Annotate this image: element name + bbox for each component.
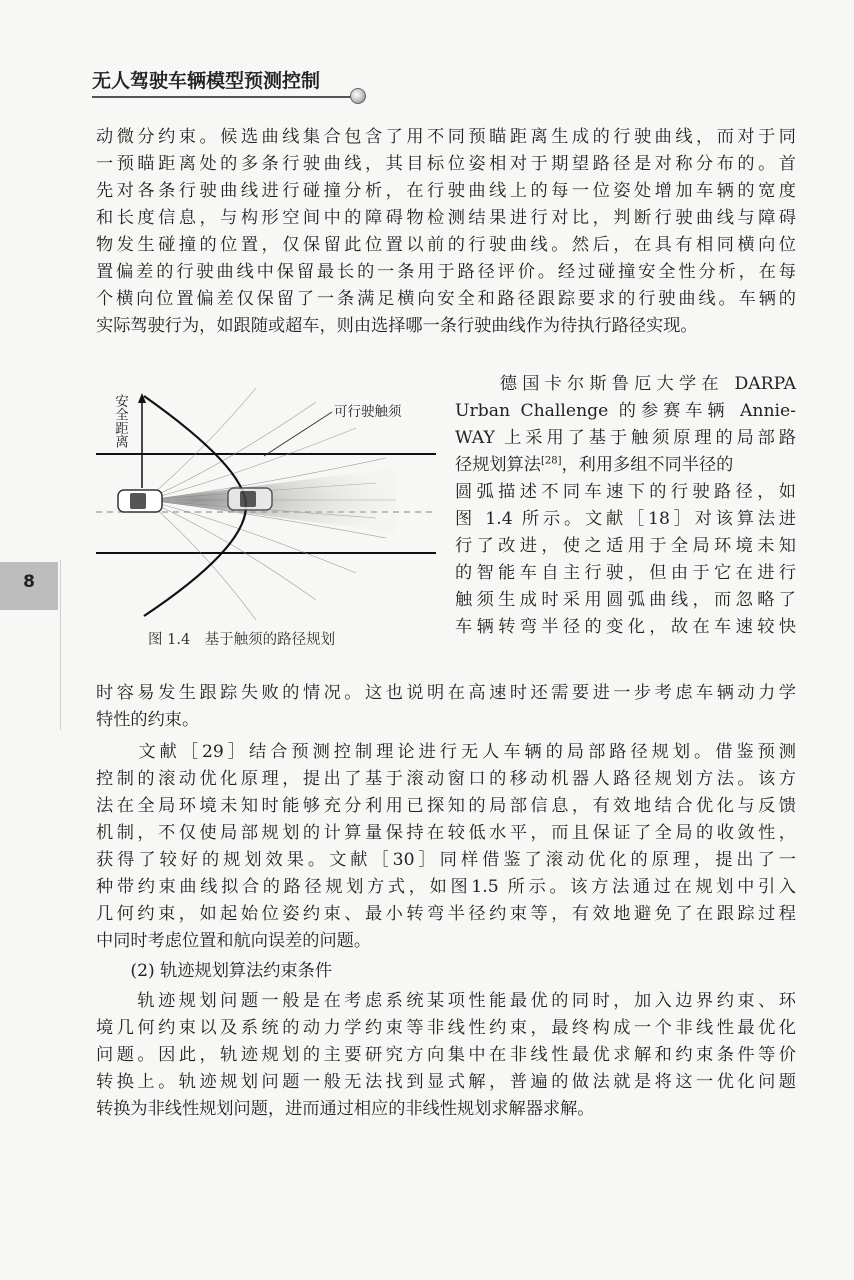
text-line: 文献［29］结合预测控制理论进行无人车辆的局部路径规划。借鉴预测: [96, 742, 796, 762]
label-safety: 安全距离: [112, 394, 128, 448]
figure-tentacle-path-planning: [96, 388, 436, 620]
text-line: 时容易发生跟踪失败的情况。这也说明在高速时还需要进一步考虑车辆动力学: [96, 683, 796, 703]
text-line: 特性的约束。: [96, 710, 200, 730]
text-line: 触须生成时采用圆弧曲线，而忽略了: [455, 590, 796, 610]
car-icon: [118, 490, 162, 512]
text-line: 一预瞄距离处的多条行驶曲线，其目标位姿相对于期望路径是对称分布的。首: [96, 154, 796, 174]
text-span: ，利用多组不同半径的: [561, 455, 734, 475]
text-line: 图 1.4 所示。文献［18］对该算法进: [455, 509, 796, 529]
text-span: 径规划算法: [455, 455, 541, 475]
text-line: 轨迹规划问题一般是在考虑系统某项性能最优的同时，加入边界约束、环: [96, 991, 796, 1011]
header-rule: [92, 96, 356, 98]
text-line: 转换为非线性规划问题，进而通过相应的非线性规划求解器求解。: [96, 1099, 595, 1119]
header-title: 无人驾驶车辆模型预测控制: [92, 70, 321, 92]
text-line: 先对各条行驶曲线进行碰撞分析，在行驶曲线上的每一位姿处增加车辆的宽度: [96, 181, 796, 201]
text-line: 境几何约束以及系统的动力学约束等非线性约束，最终构成一个非线性最优化: [96, 1018, 796, 1038]
text-line: 实际驾驶行为，如跟随或超车，则由选择哪一条行驶曲线作为待执行路径实现。: [96, 316, 698, 336]
text-line: 和长度信息，与构形空间中的障碍物检测结果进行对比，判断行驶曲线与障碍: [96, 208, 796, 228]
citation: [28]: [540, 455, 562, 467]
text-line: 动微分约束。候选曲线集合包含了用不同预瞄距离生成的行驶曲线，而对于同: [96, 127, 796, 147]
side-divider: [60, 560, 61, 730]
page-number: 8: [23, 572, 35, 592]
figure-caption: 图 1.4 基于触须的路径规划: [148, 632, 336, 648]
text-line: 行了改进，使之适用于全局环境未知: [455, 536, 796, 556]
text-line: 转换上。轨迹规划问题一般无法找到显式解，普遍的做法就是将这一优化问题: [96, 1072, 796, 1092]
text-line: 几何约束，如起始位姿约束、最小转弯半径约束等，有效地避免了在跟踪过程: [96, 904, 796, 924]
text-line: Urban Challenge 的参赛车辆 Annie-: [455, 401, 796, 421]
text-line: WAY 上采用了基于触须原理的局部路: [455, 428, 796, 448]
text-line: 中同时考虑位置和航向误差的问题。: [96, 931, 372, 951]
text-line: 圆弧描述不同车速下的行驶路径，如: [455, 482, 796, 502]
text-line: 种带约束曲线拟合的路径规划方式，如图1.5 所示。该方法通过在规划中引入: [96, 877, 796, 897]
label-pointer: [264, 412, 332, 456]
text-line: 德国卡尔斯鲁厄大学在 DARPA: [455, 374, 796, 394]
text-line: 置偏差的行驶曲线中保留最长的一条用于路径评价。经过碰撞安全性分析，在每: [96, 262, 796, 282]
text-line: 法在全局环境未知时能够充分利用已探知的局部信息，有效地结合优化与反馈: [96, 796, 796, 816]
car-icon-ghost: [228, 488, 272, 510]
section-heading: (2) 轨迹规划算法约束条件: [96, 961, 333, 981]
text-line: 获得了较好的规划效果。文献［30］同样借鉴了滚动优化的原理，提出了一: [96, 850, 796, 870]
text-line: 物发生碰撞的位置，仅保留此位置以前的行驶曲线。然后，在具有相同横向位: [96, 235, 796, 255]
text-line: 控制的滚动优化原理，提出了基于滚动窗口的移动机器人路径规划方法。该方: [96, 769, 796, 789]
text-line: 的智能车自主行驶，但由于它在进行: [455, 563, 796, 583]
text-line: 机制，不仅使局部规划的计算量保持在较低水平，而且保证了全局的收敛性，: [96, 823, 796, 843]
text-line: 问题。因此，轨迹规划的主要研究方向集中在非线性最优求解和约束条件等价: [96, 1045, 796, 1065]
label-tentacle: 可行驶触须: [334, 404, 402, 420]
text-line: 个横向位置偏差仅保留了一条满足横向安全和路径跟踪要求的行驶曲线。车辆的: [96, 289, 796, 309]
text-line: [455, 452, 796, 478]
header-dot-icon: [350, 88, 366, 104]
text-line: 车辆转弯半径的变化，故在车速较快: [455, 617, 796, 637]
